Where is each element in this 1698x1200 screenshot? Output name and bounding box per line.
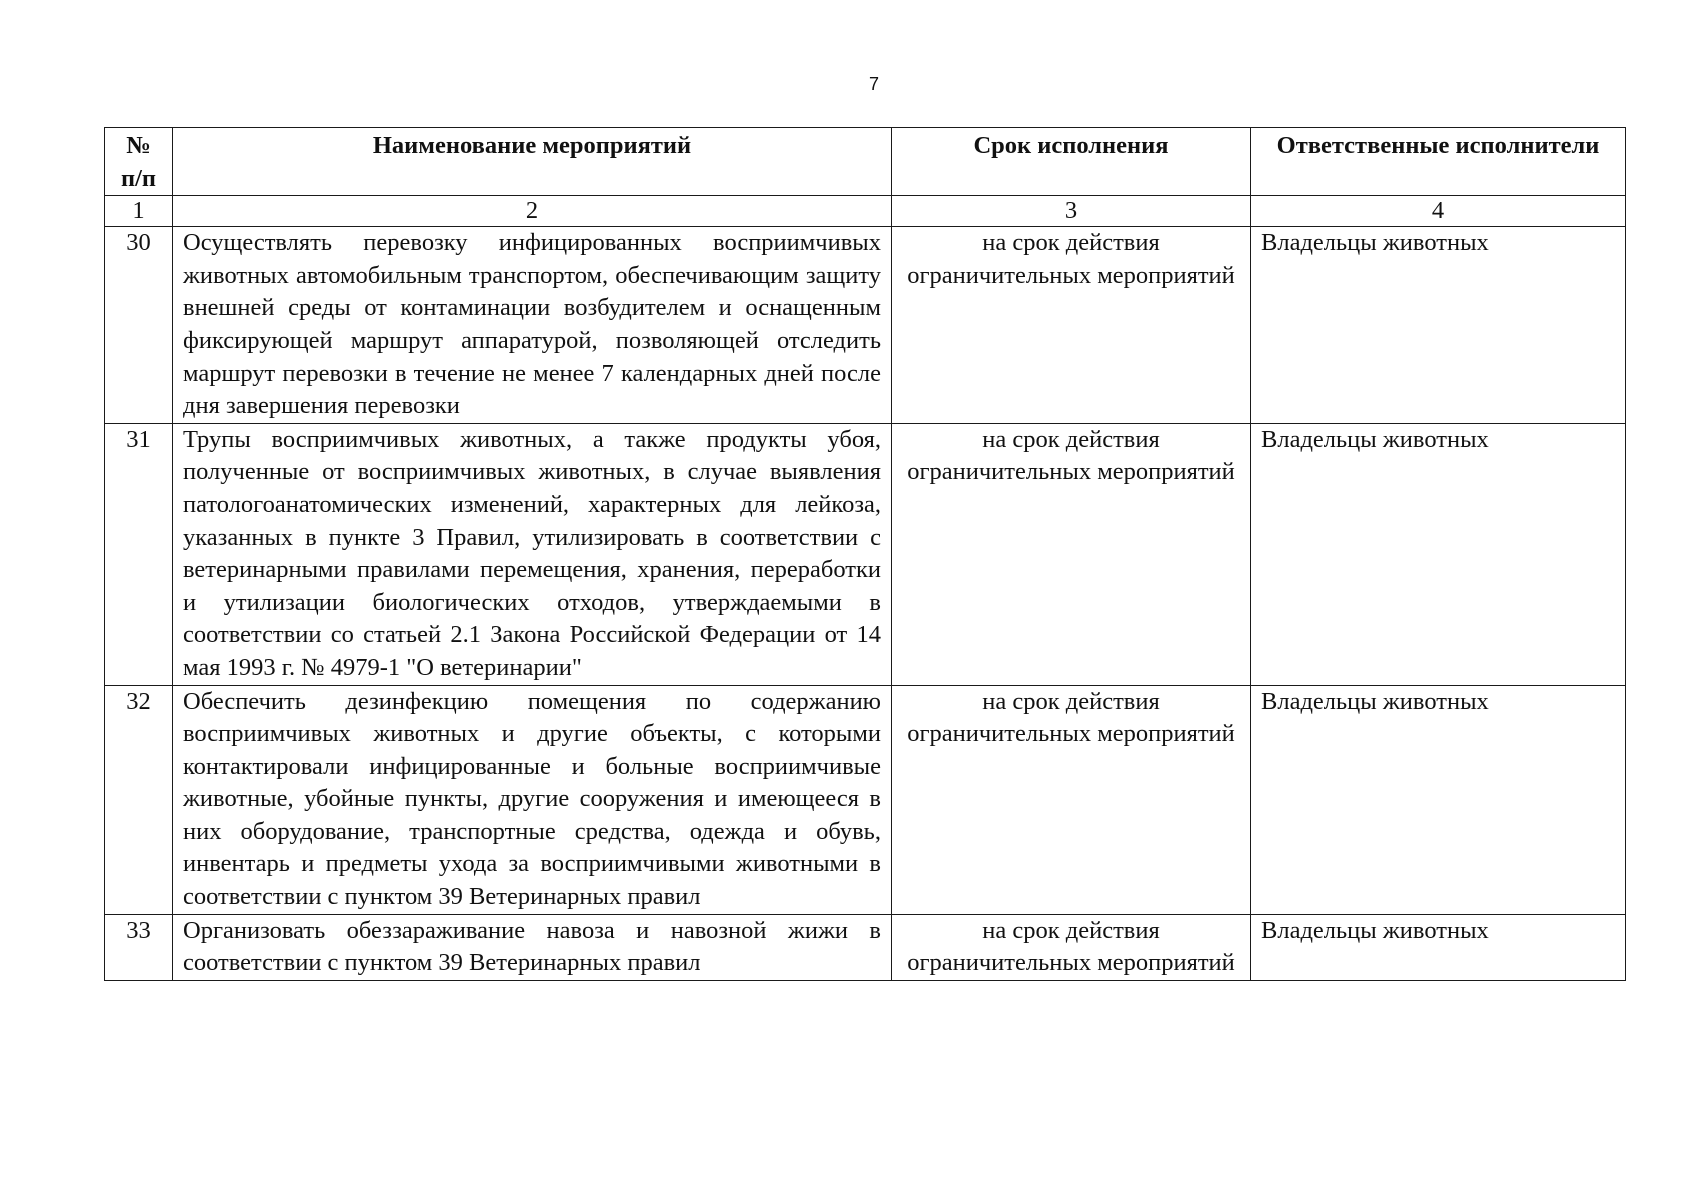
measure-term: на срок действия ограничительных мероприятий bbox=[892, 227, 1251, 424]
row-number: 33 bbox=[105, 914, 173, 980]
column-number: 2 bbox=[173, 196, 892, 227]
table-row bbox=[105, 227, 1626, 424]
row-number: 31 bbox=[105, 423, 173, 685]
column-number: 4 bbox=[1251, 196, 1626, 227]
measure-name: Осуществлять перевозку инфицированных восприимчивых животных автомобильным транспортом, обеспечивающим защиту внешней среды от контаминации возбудителем и оснащенным фиксирующей маршрут аппаратурой, позволяющей отследить маршрут перевозки в течение не менее 7 календарных дней после дня завершения перевозки bbox=[173, 227, 892, 424]
table-header-row bbox=[105, 128, 1626, 196]
measure-name: Трупы восприимчивых животных, а также продукты убоя, полученные от восприимчивых животных, в случае выявления патологоанатомических изменений, характерных для лейкоза, указанных в пункте 3 Правил, утилизировать в соответствии с ветеринарными правилами перемещения, хранения, переработки и утилизации биологических отходов, утверждаемыми в соответствии со статьей 2.1 Закона Российской Федерации от 14 мая 1993 г. № 4979-1 "О ветеринарии" bbox=[173, 423, 892, 685]
measure-term: на срок действия ограничительных мероприятий bbox=[892, 423, 1251, 685]
measure-responsible: Владельцы животных bbox=[1251, 685, 1626, 914]
row-number: 30 bbox=[105, 227, 173, 424]
table-row bbox=[105, 914, 1626, 980]
measure-responsible: Владельцы животных bbox=[1251, 914, 1626, 980]
header-num: № п/п bbox=[105, 128, 173, 196]
header-term: Срок исполнения bbox=[892, 128, 1251, 196]
header-name: Наименование мероприятий bbox=[173, 128, 892, 196]
header-resp: Ответственные исполнители bbox=[1251, 128, 1626, 196]
measure-term: на срок действия ограничительных мероприятий bbox=[892, 685, 1251, 914]
column-number: 1 bbox=[105, 196, 173, 227]
table-row bbox=[105, 423, 1626, 685]
column-numbers-row bbox=[105, 196, 1626, 227]
measure-name: Обеспечить дезинфекцию помещения по содержанию восприимчивых животных и другие объекты, с которыми контактировали инфицированные и больные восприимчивые животные, убойные пункты, другие сооружения и имеющееся в них оборудование, транспортные средства, одежда и обувь, инвентарь и предметы ухода за восприимчивыми животными в соответствии с пунктом 39 Ветеринарных правил bbox=[173, 685, 892, 914]
measure-term: на срок действия ограничительных мероприятий bbox=[892, 914, 1251, 980]
measure-responsible: Владельцы животных bbox=[1251, 227, 1626, 424]
measure-name: Организовать обеззараживание навоза и навозной жижи в соответствии с пунктом 39 Ветеринарных правил bbox=[173, 914, 892, 980]
column-number: 3 bbox=[892, 196, 1251, 227]
measure-responsible: Владельцы животных bbox=[1251, 423, 1626, 685]
page-number: 7 bbox=[868, 74, 879, 94]
measures-table bbox=[104, 127, 1626, 981]
table-row bbox=[105, 685, 1626, 914]
row-number: 32 bbox=[105, 685, 173, 914]
